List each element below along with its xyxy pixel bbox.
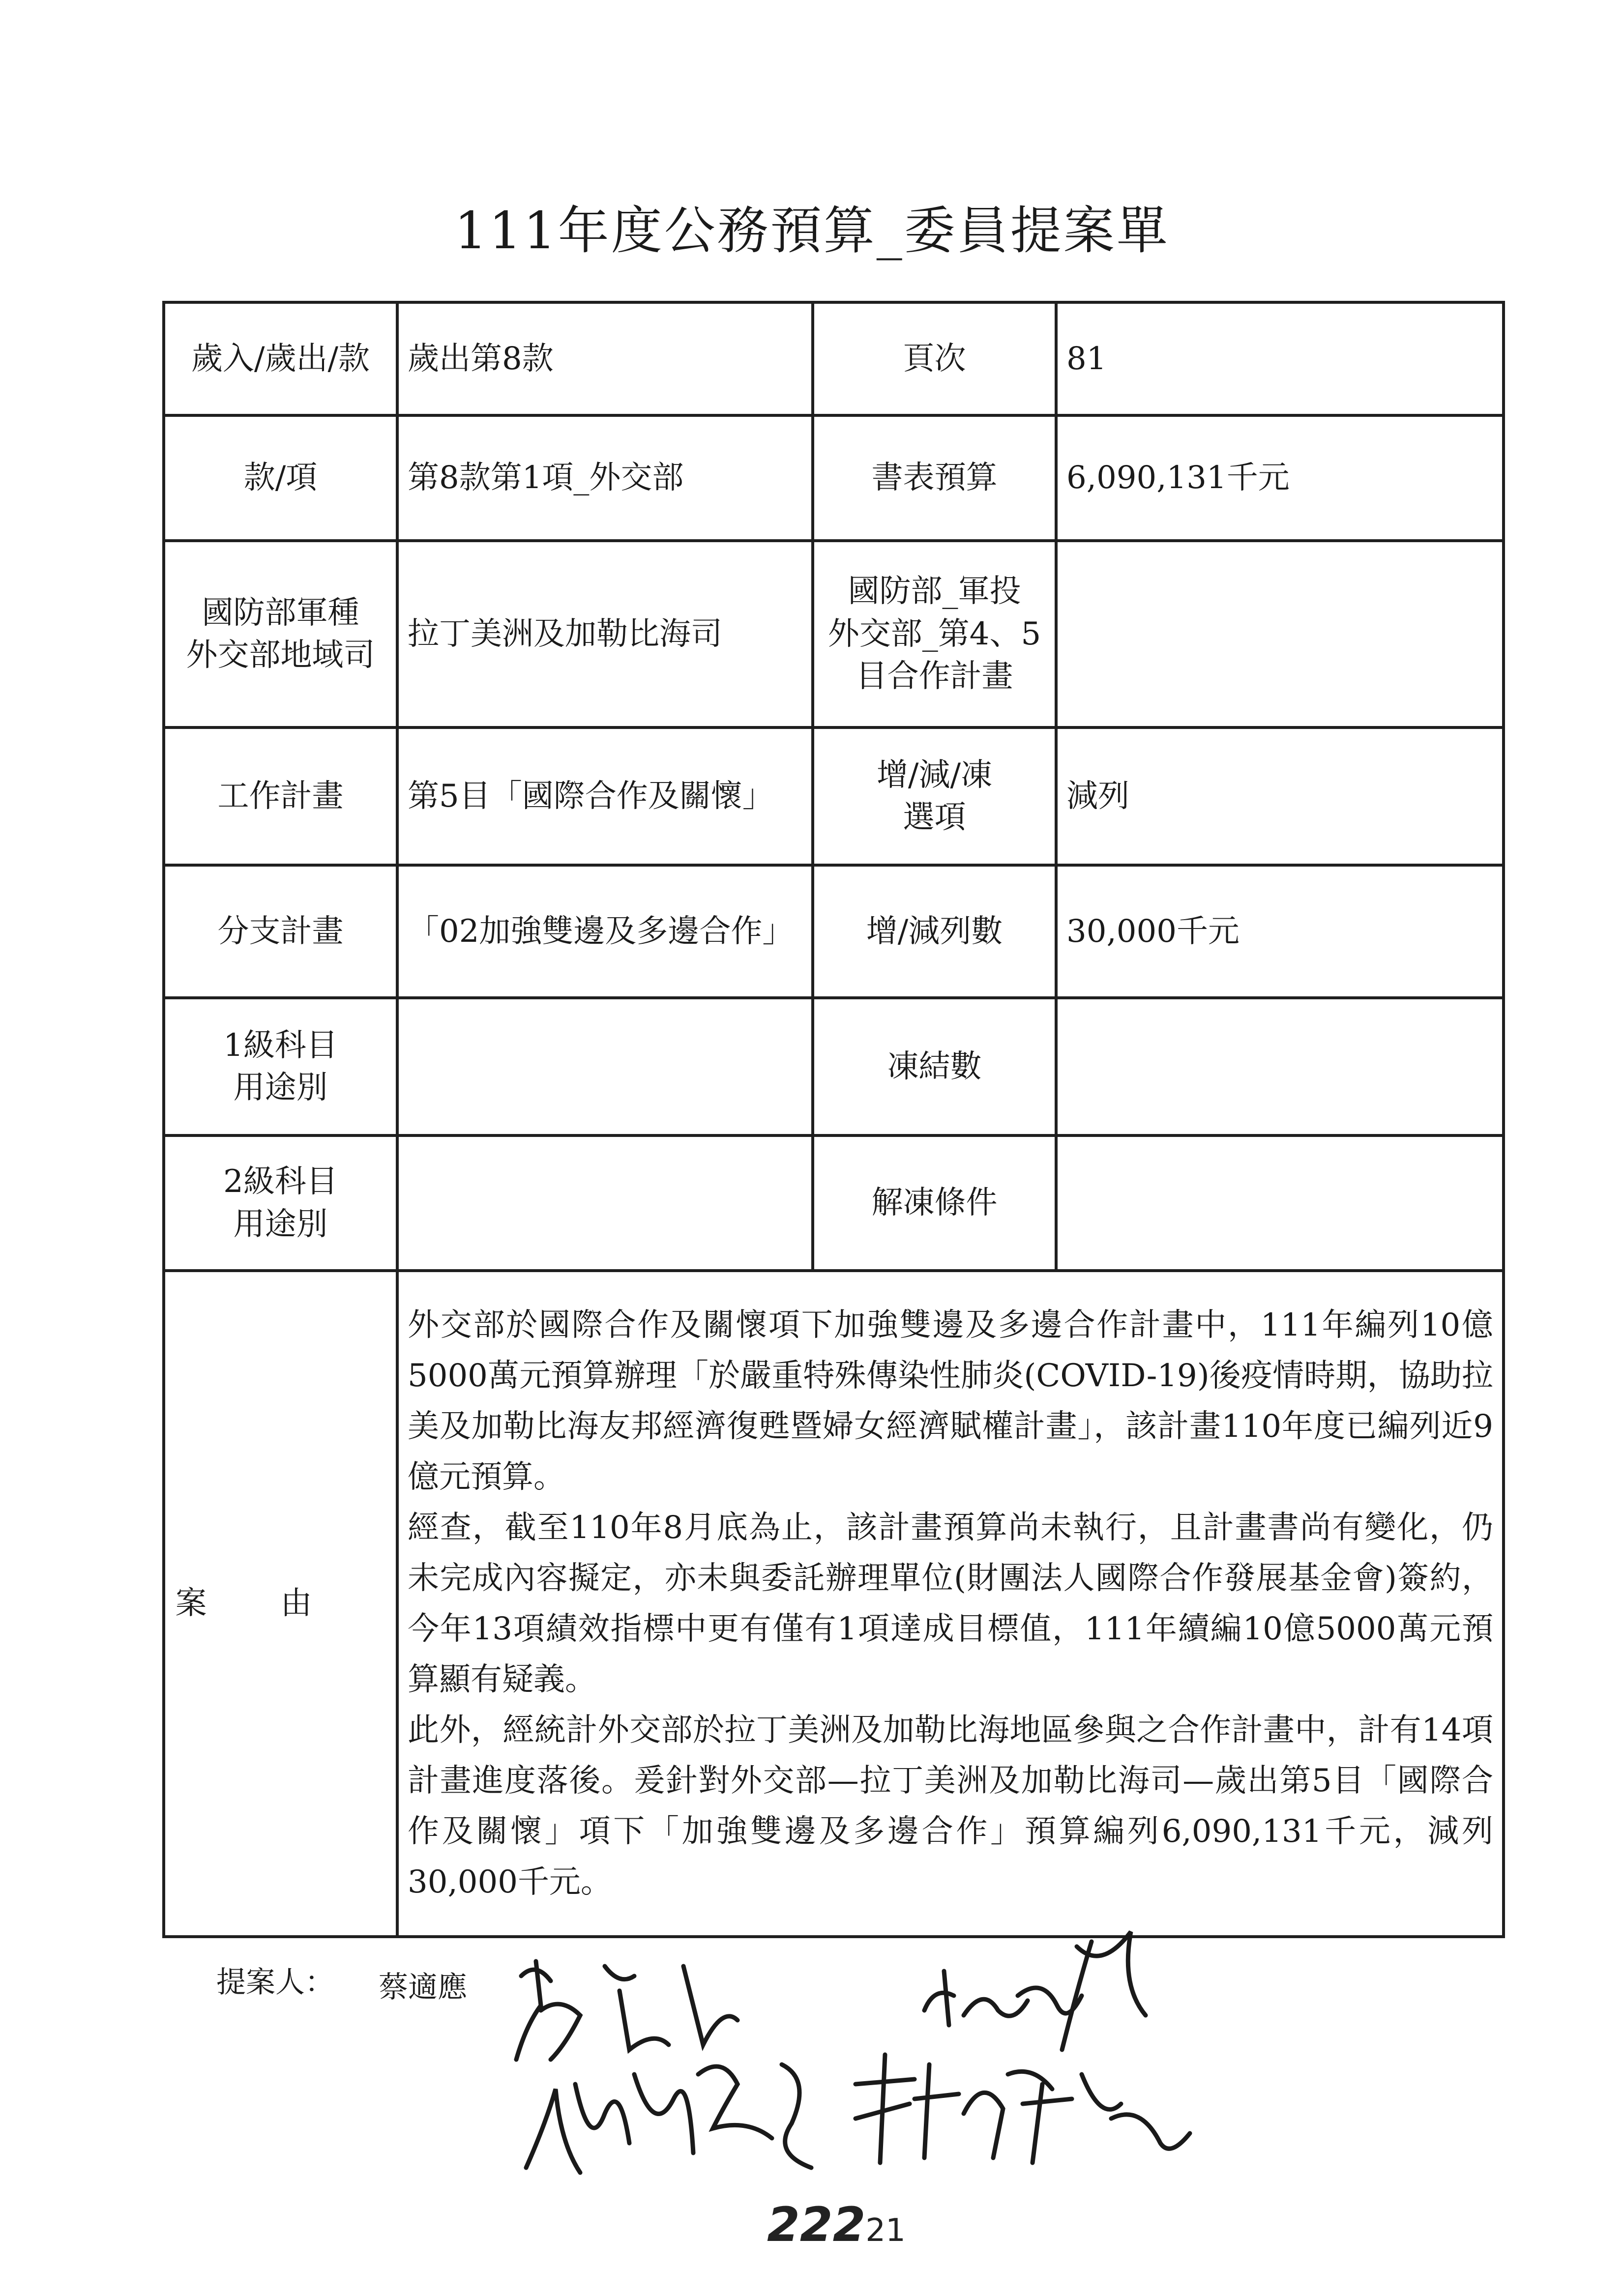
field-value: 歲出第8款 [397, 302, 813, 415]
field-value [1056, 998, 1504, 1135]
field-label-line: 增/減/凍 [876, 756, 993, 793]
table-row [164, 541, 1504, 727]
reason-paragraph: 外交部於國際合作及關懷項下加強雙邊及多邊合作計畫中，111年編列10億5000萬元預算辦理「於嚴重特殊傳染性肺炎(COVID-19)後疫情時期，協助拉美及加勒比海友邦經濟復甦暨婦女經濟賦權計畫」，該計畫110年度已編列近9億元預算。 [408, 1307, 1493, 1495]
field-label [164, 998, 397, 1135]
field-label: 款/項 [164, 415, 397, 541]
table-row [164, 1135, 1504, 1271]
page-number [767, 2197, 906, 2252]
field-label: 凍結數 [813, 998, 1056, 1135]
signature-4 [846, 2045, 1200, 2173]
reason-text [397, 1271, 1504, 1937]
field-label [164, 1135, 397, 1271]
field-value: 30,000千元 [1056, 865, 1504, 998]
field-label-line: 用途別 [233, 1070, 328, 1106]
field-value: 81 [1056, 302, 1504, 415]
table-row [164, 302, 1504, 415]
field-value: 第8款第1項_外交部 [397, 415, 813, 541]
field-label-line: 國防部_軍投 [848, 573, 1021, 610]
field-value: 第5目「國際合作及關懷」 [397, 727, 813, 865]
reason-paragraph: 此外，經統計外交部於拉丁美洲及加勒比海地區參與之合作計畫中，計有14項計畫進度落後。爰針對外交部—拉丁美洲及加勒比海司—歲出第5目「國際合作及關懷」項下「加強雙邊及多邊合作」預算編列6,090,131千元，減列30,000千元。 [408, 1712, 1493, 1900]
table-row [164, 415, 1504, 541]
field-label: 工作計畫 [164, 727, 397, 865]
field-label [813, 541, 1056, 727]
signature-2 [915, 1912, 1151, 2060]
field-label-line: 2級科目 [223, 1163, 338, 1200]
field-label: 解凍條件 [813, 1135, 1056, 1271]
field-value: 「02加強雙邊及多邊合作」 [397, 865, 813, 998]
field-label-line: 外交部地域司 [186, 637, 375, 673]
table-row [164, 1271, 1504, 1937]
reason-label: 案由 [164, 1271, 397, 1937]
proposer-label: 提案人： [216, 1965, 334, 2000]
field-value: 拉丁美洲及加勒比海司 [397, 541, 813, 727]
field-value: 6,090,131千元 [1056, 415, 1504, 541]
field-label: 歲入/歲出/款 [164, 302, 397, 415]
table-row [164, 727, 1504, 865]
page-number-sub: 21 [865, 2212, 906, 2249]
field-value: 減列 [1056, 727, 1504, 865]
field-label: 書表預算 [813, 415, 1056, 541]
table-row [164, 998, 1504, 1135]
page-number-main: 222 [767, 2197, 866, 2252]
field-label: 頁次 [813, 302, 1056, 415]
field-value [397, 998, 813, 1135]
field-label-line: 用途別 [233, 1206, 328, 1243]
field-label-line: 選項 [903, 799, 966, 836]
field-label-line: 外交部_第4、5 [827, 615, 1041, 652]
table-row [164, 865, 1504, 998]
proposer-name: 蔡適應 [379, 1970, 467, 2005]
field-value [397, 1135, 813, 1271]
field-label [164, 541, 397, 727]
field-label-line: 國防部軍種 [202, 594, 359, 631]
field-label-line: 目合作計畫 [856, 658, 1013, 695]
field-label: 增/減列數 [813, 865, 1056, 998]
field-label-line: 1級科目 [223, 1027, 338, 1064]
reason-paragraph: 經查，截至110年8月底為止，該計畫預算尚未執行，且計畫書尚有變化，仍未完成內容擬定，亦未與委託辦理單位(財團法人國際合作發展基金會)簽約，今年13項績效指標中更有僅有1項達成目標值，111年續編10億5000萬元預算顯有疑義。 [408, 1509, 1493, 1698]
proposal-form-table [162, 301, 1505, 1938]
field-value [1056, 1135, 1504, 1271]
field-value [1056, 541, 1504, 727]
signature-3 [516, 2025, 841, 2187]
page-title: 111年度公務預算_委員提案單 [454, 201, 1170, 261]
field-label [813, 727, 1056, 865]
field-label: 分支計畫 [164, 865, 397, 998]
